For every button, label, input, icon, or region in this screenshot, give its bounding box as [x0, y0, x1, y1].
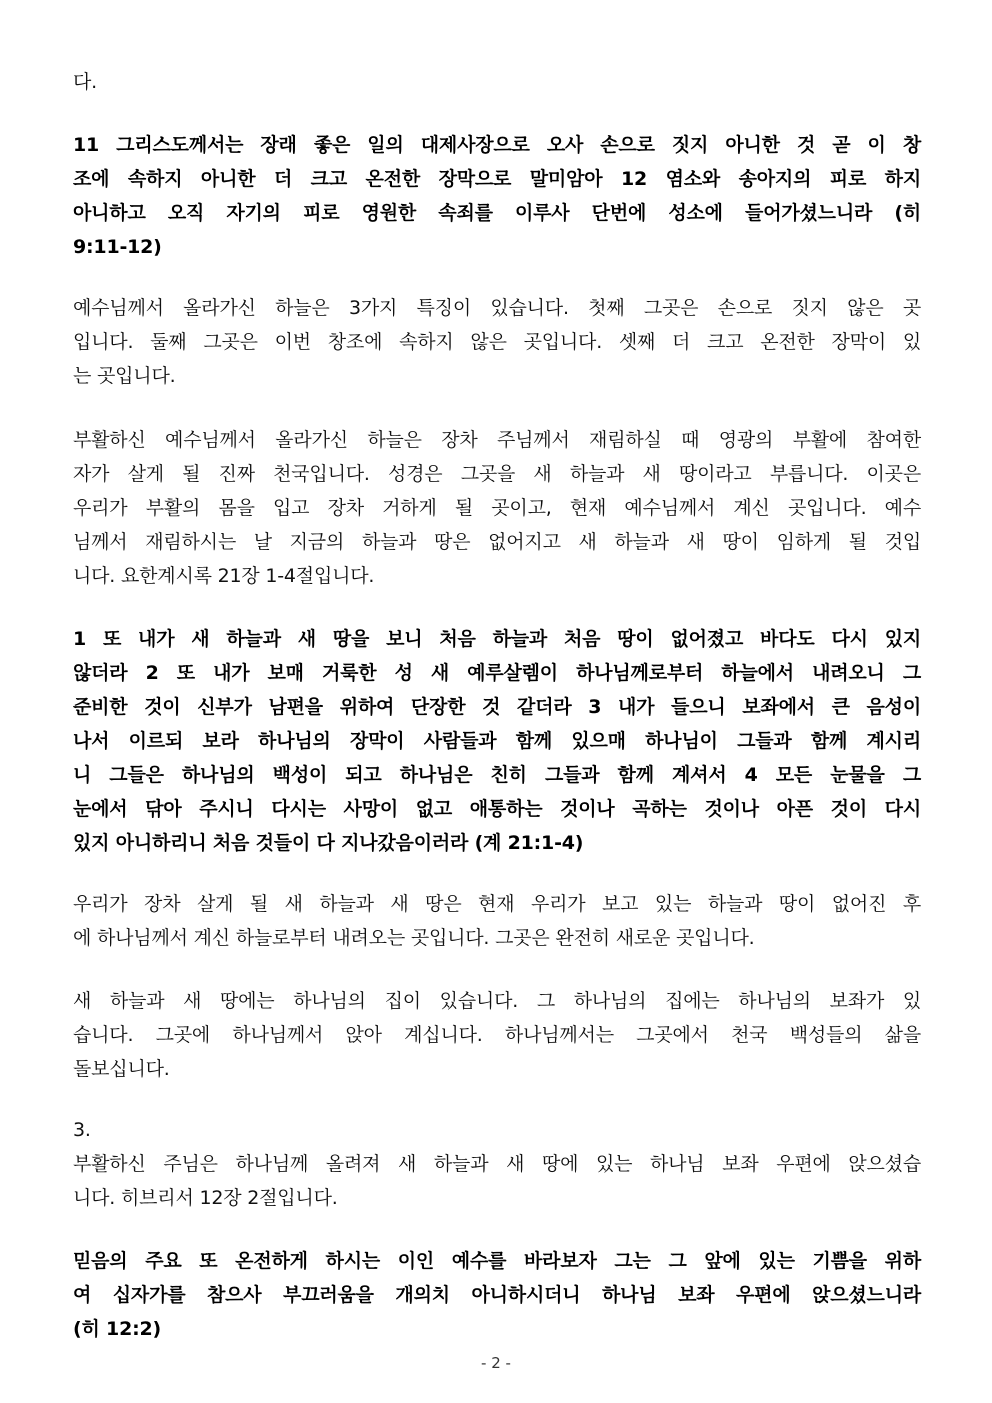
text-line: 다. — [73, 71, 97, 93]
scripture-line: 믿음의 주요 또 온전하게 하시는 이인 예수를 바라보자 그는 그 앞에 있는 기쁨을 위하 — [73, 1250, 921, 1272]
scripture-line: 나서 이르되 보라 하나님의 장막이 사람들과 함께 있으매 하나님이 그들과 함께 계시리 — [73, 730, 921, 752]
scripture-line: (히 12:2) — [73, 1318, 161, 1340]
scripture-line: 아니하고 오직 자기의 피로 영원한 속죄를 이루사 단번에 성소에 들어가셨느니라 (히 — [73, 202, 921, 224]
text-line: 님께서 재림하시는 날 지금의 하늘과 땅은 없어지고 새 하늘과 새 땅이 임하게 될 것입 — [73, 531, 921, 553]
scripture-line: 있지 아니하리니 처음 것들이 다 지나갔음이러라 (계 21:1-4) — [73, 832, 584, 854]
scripture-line: 준비한 것이 신부가 남편을 위하여 단장한 것 같더라 3 내가 들으니 보좌에서 큰 음성이 — [73, 696, 921, 718]
text-line: 우리가 장차 살게 될 새 하늘과 새 땅은 현재 우리가 보고 있는 하늘과 땅이 없어진 후 — [73, 893, 921, 915]
scripture-line: 1 또 내가 새 하늘과 새 땅을 보니 처음 하늘과 처음 땅이 없어졌고 바다도 다시 있지 — [73, 628, 921, 650]
text-line: 새 하늘과 새 땅에는 하나님의 집이 있습니다. 그 하나님의 집에는 하나님의 보좌가 있 — [73, 990, 921, 1012]
text-line: 에 하나님께서 계신 하늘로부터 내려오는 곳입니다. 그곳은 완전히 새로운 곳입니다. — [73, 927, 755, 949]
scripture-line: 않더라 2 또 내가 보매 거룩한 성 새 예루살렘이 하나님께로부터 하늘에서 내려오니 그 — [73, 662, 921, 684]
scripture-line: 여 십자가를 참으사 부끄러움을 개의치 아니하시더니 하나님 보좌 우편에 앉으셨느니라 — [73, 1284, 921, 1306]
scripture-line: 9:11-12) — [73, 236, 162, 258]
page-number: - 2 - — [481, 1354, 511, 1372]
text-line: 돌보십니다. — [73, 1058, 170, 1080]
text-line: 예수님께서 올라가신 하늘은 3가지 특징이 있습니다. 첫째 그곳은 손으로 짓지 않은 곳 — [73, 297, 921, 319]
text-line: 습니다. 그곳에 하나님께서 앉아 계십니다. 하나님께서는 그곳에서 천국 백성들의 삶을 — [73, 1024, 921, 1046]
text-line: 니다. 요한계시록 21장 1-4절입니다. — [73, 565, 375, 587]
text-line: 우리가 부활의 몸을 입고 장차 거하게 될 곳이고, 현재 예수님께서 계신 곳입니다. 예수 — [73, 497, 921, 519]
scripture-line: 조에 속하지 아니한 더 크고 온전한 장막으로 말미암아 12 염소와 송아지의 피로 하지 — [73, 168, 921, 190]
text-line: 입니다. 둘째 그곳은 이번 창조에 속하지 않은 곳입니다. 셋째 더 크고 온전한 장막이 있 — [73, 331, 921, 353]
text-line: 자가 살게 될 진짜 천국입니다. 성경은 그곳을 새 하늘과 새 땅이라고 부릅니다. 이곳은 — [73, 463, 921, 485]
section-number: 3. — [73, 1119, 91, 1141]
text-line: 는 곳입니다. — [73, 365, 176, 387]
text-line: 부활하신 주님은 하나님께 올려져 새 하늘과 새 땅에 있는 하나님 보좌 우편에 앉으셨습 — [73, 1153, 921, 1175]
scripture-line: 눈에서 닦아 주시니 다시는 사망이 없고 애통하는 것이나 곡하는 것이나 아픈 것이 다시 — [73, 798, 921, 820]
text-line: 부활하신 예수님께서 올라가신 하늘은 장차 주님께서 재림하실 때 영광의 부활에 참여한 — [73, 429, 921, 451]
text-line: 니다. 히브리서 12장 2절입니다. — [73, 1187, 338, 1209]
scripture-line: 니 그들은 하나님의 백성이 되고 하나님은 친히 그들과 함께 계셔서 4 모든 눈물을 그 — [73, 764, 921, 786]
scripture-line: 11 그리스도께서는 장래 좋은 일의 대제사장으로 오사 손으로 짓지 아니한 것 곧 이 창 — [73, 134, 921, 156]
